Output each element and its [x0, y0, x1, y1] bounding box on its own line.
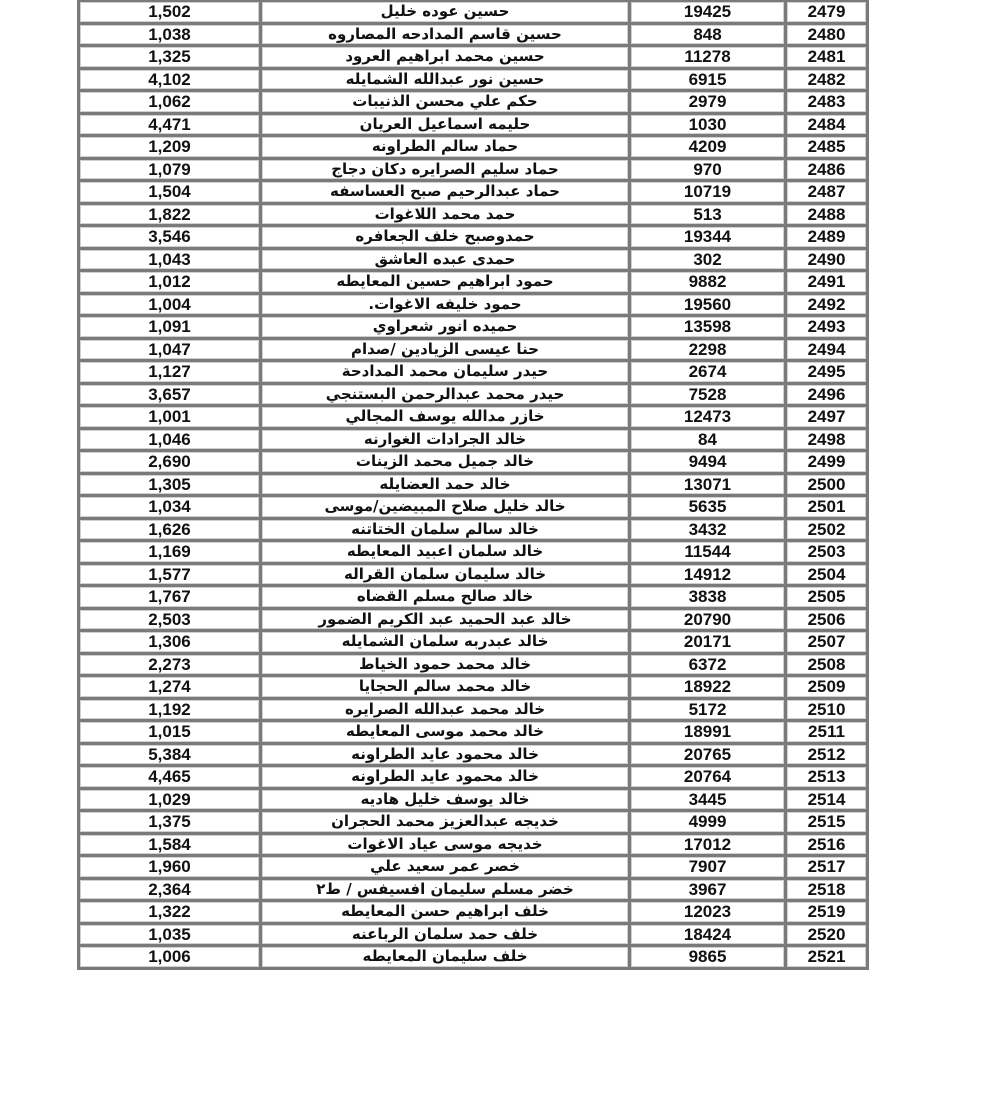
serial-number-cell: 2511 [786, 721, 868, 744]
amount-cell: 1,504 [79, 181, 261, 204]
amount-cell: 1,043 [79, 248, 261, 271]
id-number-cell: 9865 [630, 946, 786, 969]
amount-cell: 4,102 [79, 68, 261, 91]
table-row [79, 406, 868, 429]
id-number-cell: 20764 [630, 766, 786, 789]
table-row [79, 46, 868, 69]
serial-number-cell: 2506 [786, 608, 868, 631]
table-row [79, 383, 868, 406]
name-cell: حليمه اسماعيل العريان [261, 113, 630, 136]
name-cell: خالد سليمان سلمان القراله [261, 563, 630, 586]
table-row [79, 653, 868, 676]
serial-number-cell: 2480 [786, 23, 868, 46]
serial-number-cell: 2520 [786, 923, 868, 946]
table-row [79, 316, 868, 339]
table-row [79, 181, 868, 204]
id-number-cell: 17012 [630, 833, 786, 856]
amount-cell: 1,322 [79, 901, 261, 924]
name-cell: خالد خليل صلاح المبيضين/موسى [261, 496, 630, 519]
name-cell: حمدوصبح خلف الجعافره [261, 226, 630, 249]
serial-number-cell: 2510 [786, 698, 868, 721]
amount-cell: 1,626 [79, 518, 261, 541]
table-row [79, 271, 868, 294]
id-number-cell: 20171 [630, 631, 786, 654]
serial-number-cell: 2517 [786, 856, 868, 879]
serial-number-cell: 2481 [786, 46, 868, 69]
name-cell: خالد صالح مسلم القضاه [261, 586, 630, 609]
id-number-cell: 7907 [630, 856, 786, 879]
name-cell: حمد محمد اللاغوات [261, 203, 630, 226]
serial-number-cell: 2500 [786, 473, 868, 496]
table-row [79, 226, 868, 249]
serial-number-cell: 2490 [786, 248, 868, 271]
name-cell: خضر مسلم سليمان افسيفس / ط٢ [261, 878, 630, 901]
table-row [79, 91, 868, 114]
amount-cell: 2,364 [79, 878, 261, 901]
amount-cell: 5,384 [79, 743, 261, 766]
id-number-cell: 11544 [630, 541, 786, 564]
table-row [79, 946, 868, 969]
id-number-cell: 5635 [630, 496, 786, 519]
name-cell: خديجه موسى عياد الاغوات [261, 833, 630, 856]
amount-cell: 1,015 [79, 721, 261, 744]
amount-cell: 3,546 [79, 226, 261, 249]
table-row [79, 788, 868, 811]
table-row [79, 766, 868, 789]
amount-cell: 1,209 [79, 136, 261, 159]
name-cell: حسين محمد ابراهيم العرود [261, 46, 630, 69]
id-number-cell: 970 [630, 158, 786, 181]
amount-cell: 1,038 [79, 23, 261, 46]
name-cell: خالد الجرادات الغوارنه [261, 428, 630, 451]
id-number-cell: 18991 [630, 721, 786, 744]
id-number-cell: 84 [630, 428, 786, 451]
amount-cell: 1,822 [79, 203, 261, 226]
id-number-cell: 19344 [630, 226, 786, 249]
name-cell: خالد محمد سالم الحجايا [261, 676, 630, 699]
name-cell: حيدر سليمان محمد المدادحة [261, 361, 630, 384]
name-cell: حنا عيسى الزيادين /صدام [261, 338, 630, 361]
amount-cell: 1,004 [79, 293, 261, 316]
amount-cell: 3,657 [79, 383, 261, 406]
id-number-cell: 2674 [630, 361, 786, 384]
serial-number-cell: 2498 [786, 428, 868, 451]
amount-cell: 4,465 [79, 766, 261, 789]
table-row [79, 856, 868, 879]
payments-table [77, 0, 869, 970]
serial-number-cell: 2514 [786, 788, 868, 811]
amount-cell: 2,503 [79, 608, 261, 631]
table-row [79, 158, 868, 181]
id-number-cell: 3967 [630, 878, 786, 901]
name-cell: خالد جميل محمد الزينات [261, 451, 630, 474]
name-cell: خالد عبد الحميد عبد الكريم الضمور [261, 608, 630, 631]
amount-cell: 1,062 [79, 91, 261, 114]
serial-number-cell: 2494 [786, 338, 868, 361]
serial-number-cell: 2507 [786, 631, 868, 654]
id-number-cell: 18922 [630, 676, 786, 699]
serial-number-cell: 2516 [786, 833, 868, 856]
name-cell: حسين نور عبدالله الشمايله [261, 68, 630, 91]
amount-cell: 1,305 [79, 473, 261, 496]
id-number-cell: 13598 [630, 316, 786, 339]
id-number-cell: 3838 [630, 586, 786, 609]
table-row [79, 338, 868, 361]
name-cell: حمدى عبده العاشق [261, 248, 630, 271]
id-number-cell: 7528 [630, 383, 786, 406]
id-number-cell: 848 [630, 23, 786, 46]
name-cell: حمود ابراهيم حسين المعايطه [261, 271, 630, 294]
amount-cell: 1,079 [79, 158, 261, 181]
serial-number-cell: 2515 [786, 811, 868, 834]
name-cell: خالد حمد العضايله [261, 473, 630, 496]
serial-number-cell: 2496 [786, 383, 868, 406]
table-row [79, 833, 868, 856]
table-row [79, 451, 868, 474]
amount-cell: 1,274 [79, 676, 261, 699]
name-cell: خديجه عبدالعزيز محمد الحجران [261, 811, 630, 834]
amount-cell: 1,091 [79, 316, 261, 339]
serial-number-cell: 2504 [786, 563, 868, 586]
id-number-cell: 4999 [630, 811, 786, 834]
id-number-cell: 13071 [630, 473, 786, 496]
id-number-cell: 20765 [630, 743, 786, 766]
id-number-cell: 19425 [630, 1, 786, 24]
name-cell: خلف حمد سلمان الرباعنه [261, 923, 630, 946]
serial-number-cell: 2493 [786, 316, 868, 339]
serial-number-cell: 2485 [786, 136, 868, 159]
amount-cell: 1,375 [79, 811, 261, 834]
serial-number-cell: 2479 [786, 1, 868, 24]
table-row [79, 541, 868, 564]
id-number-cell: 3432 [630, 518, 786, 541]
name-cell: خالد محمد موسى المعايطه [261, 721, 630, 744]
amount-cell: 1,577 [79, 563, 261, 586]
id-number-cell: 6915 [630, 68, 786, 91]
name-cell: خالد عبدربه سلمان الشمايله [261, 631, 630, 654]
serial-number-cell: 2495 [786, 361, 868, 384]
amount-cell: 4,471 [79, 113, 261, 136]
id-number-cell: 1030 [630, 113, 786, 136]
id-number-cell: 20790 [630, 608, 786, 631]
table-row [79, 473, 868, 496]
table-row [79, 428, 868, 451]
id-number-cell: 3445 [630, 788, 786, 811]
serial-number-cell: 2518 [786, 878, 868, 901]
table-row [79, 743, 868, 766]
amount-cell: 2,273 [79, 653, 261, 676]
name-cell: حسين قاسم المدادحه المصاروه [261, 23, 630, 46]
id-number-cell: 12473 [630, 406, 786, 429]
id-number-cell: 4209 [630, 136, 786, 159]
name-cell: خالد سالم سلمان الختاتنه [261, 518, 630, 541]
table-row [79, 248, 868, 271]
serial-number-cell: 2488 [786, 203, 868, 226]
name-cell: خالد يوسف خليل هاديه [261, 788, 630, 811]
name-cell: حمود خليفه الاغوات. [261, 293, 630, 316]
amount-cell: 1,502 [79, 1, 261, 24]
table-row [79, 608, 868, 631]
serial-number-cell: 2484 [786, 113, 868, 136]
table-row [79, 496, 868, 519]
name-cell: حكم علي محسن الذنيبات [261, 91, 630, 114]
name-cell: خالد محمود عايد الطراونه [261, 766, 630, 789]
name-cell: خالد محمود عايد الطراونه [261, 743, 630, 766]
serial-number-cell: 2497 [786, 406, 868, 429]
name-cell: خلف سليمان المعايطه [261, 946, 630, 969]
amount-cell: 1,046 [79, 428, 261, 451]
serial-number-cell: 2489 [786, 226, 868, 249]
serial-number-cell: 2487 [786, 181, 868, 204]
id-number-cell: 19560 [630, 293, 786, 316]
id-number-cell: 6372 [630, 653, 786, 676]
serial-number-cell: 2503 [786, 541, 868, 564]
table-row [79, 361, 868, 384]
amount-cell: 1,127 [79, 361, 261, 384]
amount-cell: 1,325 [79, 46, 261, 69]
serial-number-cell: 2499 [786, 451, 868, 474]
id-number-cell: 9494 [630, 451, 786, 474]
name-cell: خلف ابراهيم حسن المعايطه [261, 901, 630, 924]
table-row [79, 518, 868, 541]
table-row [79, 68, 868, 91]
amount-cell: 1,047 [79, 338, 261, 361]
amount-cell: 1,001 [79, 406, 261, 429]
id-number-cell: 302 [630, 248, 786, 271]
table-row [79, 563, 868, 586]
serial-number-cell: 2509 [786, 676, 868, 699]
name-cell: حماد عبدالرحيم صبح العساسفه [261, 181, 630, 204]
id-number-cell: 18424 [630, 923, 786, 946]
table-row [79, 113, 868, 136]
table-row [79, 698, 868, 721]
table-row [79, 878, 868, 901]
table-row [79, 1, 868, 24]
table-body [79, 1, 868, 969]
name-cell: خالد محمد عبدالله الصرايره [261, 698, 630, 721]
name-cell: خالد محمد حمود الخياط [261, 653, 630, 676]
id-number-cell: 5172 [630, 698, 786, 721]
serial-number-cell: 2502 [786, 518, 868, 541]
amount-cell: 1,767 [79, 586, 261, 609]
id-number-cell: 14912 [630, 563, 786, 586]
serial-number-cell: 2521 [786, 946, 868, 969]
amount-cell: 1,034 [79, 496, 261, 519]
id-number-cell: 9882 [630, 271, 786, 294]
amount-cell: 1,012 [79, 271, 261, 294]
serial-number-cell: 2501 [786, 496, 868, 519]
table-row [79, 293, 868, 316]
name-cell: خالد سلمان اعبيد المعايطه [261, 541, 630, 564]
id-number-cell: 11278 [630, 46, 786, 69]
table-row [79, 203, 868, 226]
amount-cell: 1,169 [79, 541, 261, 564]
table-row [79, 23, 868, 46]
serial-number-cell: 2491 [786, 271, 868, 294]
serial-number-cell: 2486 [786, 158, 868, 181]
id-number-cell: 10719 [630, 181, 786, 204]
id-number-cell: 12023 [630, 901, 786, 924]
amount-cell: 1,029 [79, 788, 261, 811]
amount-cell: 1,584 [79, 833, 261, 856]
name-cell: حماد سليم الصرايره دكان دجاج [261, 158, 630, 181]
amount-cell: 1,960 [79, 856, 261, 879]
name-cell: حسين عوده خليل [261, 1, 630, 24]
table-row [79, 631, 868, 654]
name-cell: حيدر محمد عبدالرحمن البستنجي [261, 383, 630, 406]
name-cell: حماد سالم الطراونه [261, 136, 630, 159]
amount-cell: 1,192 [79, 698, 261, 721]
id-number-cell: 513 [630, 203, 786, 226]
serial-number-cell: 2513 [786, 766, 868, 789]
name-cell: خصر عمر سعيد علي [261, 856, 630, 879]
table-row [79, 586, 868, 609]
name-cell: خازر مدالله يوسف المجالي [261, 406, 630, 429]
table-row [79, 136, 868, 159]
id-number-cell: 2298 [630, 338, 786, 361]
serial-number-cell: 2519 [786, 901, 868, 924]
amount-cell: 1,006 [79, 946, 261, 969]
amount-cell: 2,690 [79, 451, 261, 474]
id-number-cell: 2979 [630, 91, 786, 114]
name-cell: حميده انور شعراوي [261, 316, 630, 339]
serial-number-cell: 2505 [786, 586, 868, 609]
table-row [79, 923, 868, 946]
serial-number-cell: 2508 [786, 653, 868, 676]
table-row [79, 901, 868, 924]
serial-number-cell: 2483 [786, 91, 868, 114]
serial-number-cell: 2512 [786, 743, 868, 766]
amount-cell: 1,306 [79, 631, 261, 654]
table-row [79, 721, 868, 744]
serial-number-cell: 2492 [786, 293, 868, 316]
serial-number-cell: 2482 [786, 68, 868, 91]
table-row [79, 676, 868, 699]
amount-cell: 1,035 [79, 923, 261, 946]
table-row [79, 811, 868, 834]
